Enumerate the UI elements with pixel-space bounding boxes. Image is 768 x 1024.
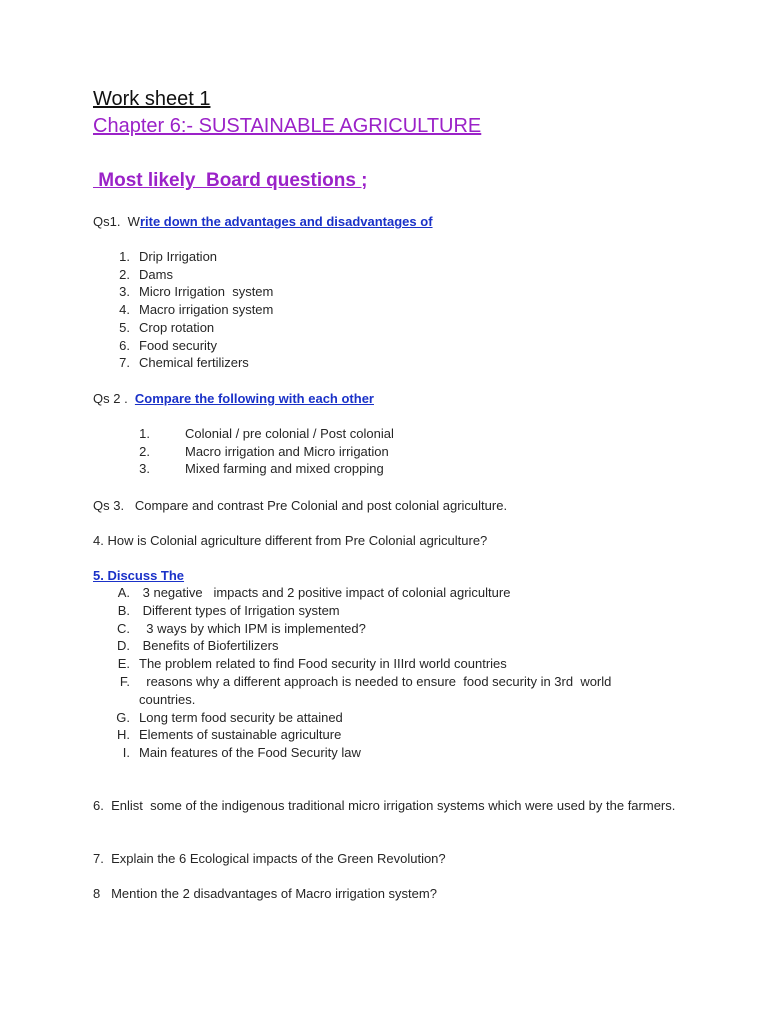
question-1-prefix: Qs1. W [93, 214, 140, 229]
section-subheading: Most likely Board questions ; [93, 170, 368, 191]
question-5-item-marker: H. [117, 727, 130, 743]
question-5-item-text: Benefits of Biofertilizers [139, 638, 279, 654]
question-1-item-text: Micro Irrigation system [139, 284, 274, 300]
question-5-item-marker: D. [117, 638, 130, 654]
question-5-heading[interactable]: 5. Discuss The [93, 568, 185, 583]
question-5-item-text: 3 ways by which IPM is implemented? [139, 620, 366, 636]
question-1-item-marker: 5. [119, 319, 130, 335]
question-1-item-text: Crop rotation [139, 319, 215, 335]
question-3: Qs 3. Compare and contrast Pre Colonial and post colonial agriculture. [93, 498, 508, 513]
question-5-item-text: 3 negative impacts and 2 positive impact of colonial agriculture [139, 585, 511, 600]
question-2-prefix: Qs 2 . [93, 391, 135, 406]
question-1-item-marker: 2. [119, 266, 130, 282]
question-2-item-marker: 1. [139, 426, 150, 441]
question-2-item-text: Mixed farming and mixed cropping [185, 461, 384, 477]
question-5-item-text: reasons why a different approach is needed to ensure food security in 3rd world countries. [139, 674, 616, 707]
question-1-item-marker: 4. [119, 302, 130, 318]
question-2-link[interactable]: Compare the following with each other [134, 391, 374, 406]
question-1-item-text: Chemical fertilizers [139, 355, 249, 371]
question-5-item-text: Different types of Irrigation system [139, 602, 340, 618]
question-5-item-text: Main features of the Food Security law [139, 745, 361, 761]
worksheet-title: Work sheet 1 [93, 88, 211, 110]
question-1-item-text: Drip Irrigation [139, 249, 218, 264]
question-4: 4. How is Colonial agriculture different from Pre Colonial agriculture? [93, 533, 488, 548]
question-6: 6. Enlist some of the indigenous traditional micro irrigation systems which were used by the farmers. [93, 798, 676, 813]
question-2-item-marker: 3. [139, 461, 150, 477]
question-1 [93, 213, 433, 231]
question-5-item-marker: G. [116, 709, 130, 725]
question-2 [93, 390, 374, 408]
question-8: 8 Mention the 2 disadvantages of Macro irrigation system? [93, 886, 437, 901]
question-1-item-marker: 3. [119, 284, 130, 300]
question-1-item-marker: 6. [119, 337, 130, 353]
question-2-item-text: Macro irrigation and Micro irrigation [185, 443, 389, 459]
question-5-item-marker: E. [117, 656, 130, 672]
question-2-item-marker: 2. [139, 443, 150, 459]
question-5-item-marker: A. [117, 585, 130, 600]
question-1-item-text: Macro irrigation system [139, 302, 274, 318]
question-5-item-text: Elements of sustainable agriculture [139, 727, 342, 743]
question-1-link[interactable]: rite down the advantages and disadvantages of [139, 214, 433, 229]
question-1-item-text: Food security [139, 337, 218, 353]
question-5-item-text: The problem related to find Food security in IIIrd world countries [139, 656, 507, 672]
question-5-item-text: Long term food security be attained [139, 709, 343, 725]
question-1-item-marker: 7. [119, 355, 130, 371]
question-1-item-marker: 1. [119, 249, 130, 264]
question-5-item-marker: I. [122, 745, 130, 761]
question-5-item-marker: B. [117, 602, 130, 618]
chapter-heading: Chapter 6:- SUSTAINABLE AGRICULTURE [93, 115, 482, 137]
question-5-item-marker: C. [117, 620, 130, 636]
question-7: 7. Explain the 6 Ecological impacts of the Green Revolution? [93, 851, 446, 866]
question-2-item-text: Colonial / pre colonial / Post colonial [185, 426, 394, 441]
question-5-item-marker: F. [119, 674, 130, 689]
question-1-item-text: Dams [139, 266, 173, 282]
